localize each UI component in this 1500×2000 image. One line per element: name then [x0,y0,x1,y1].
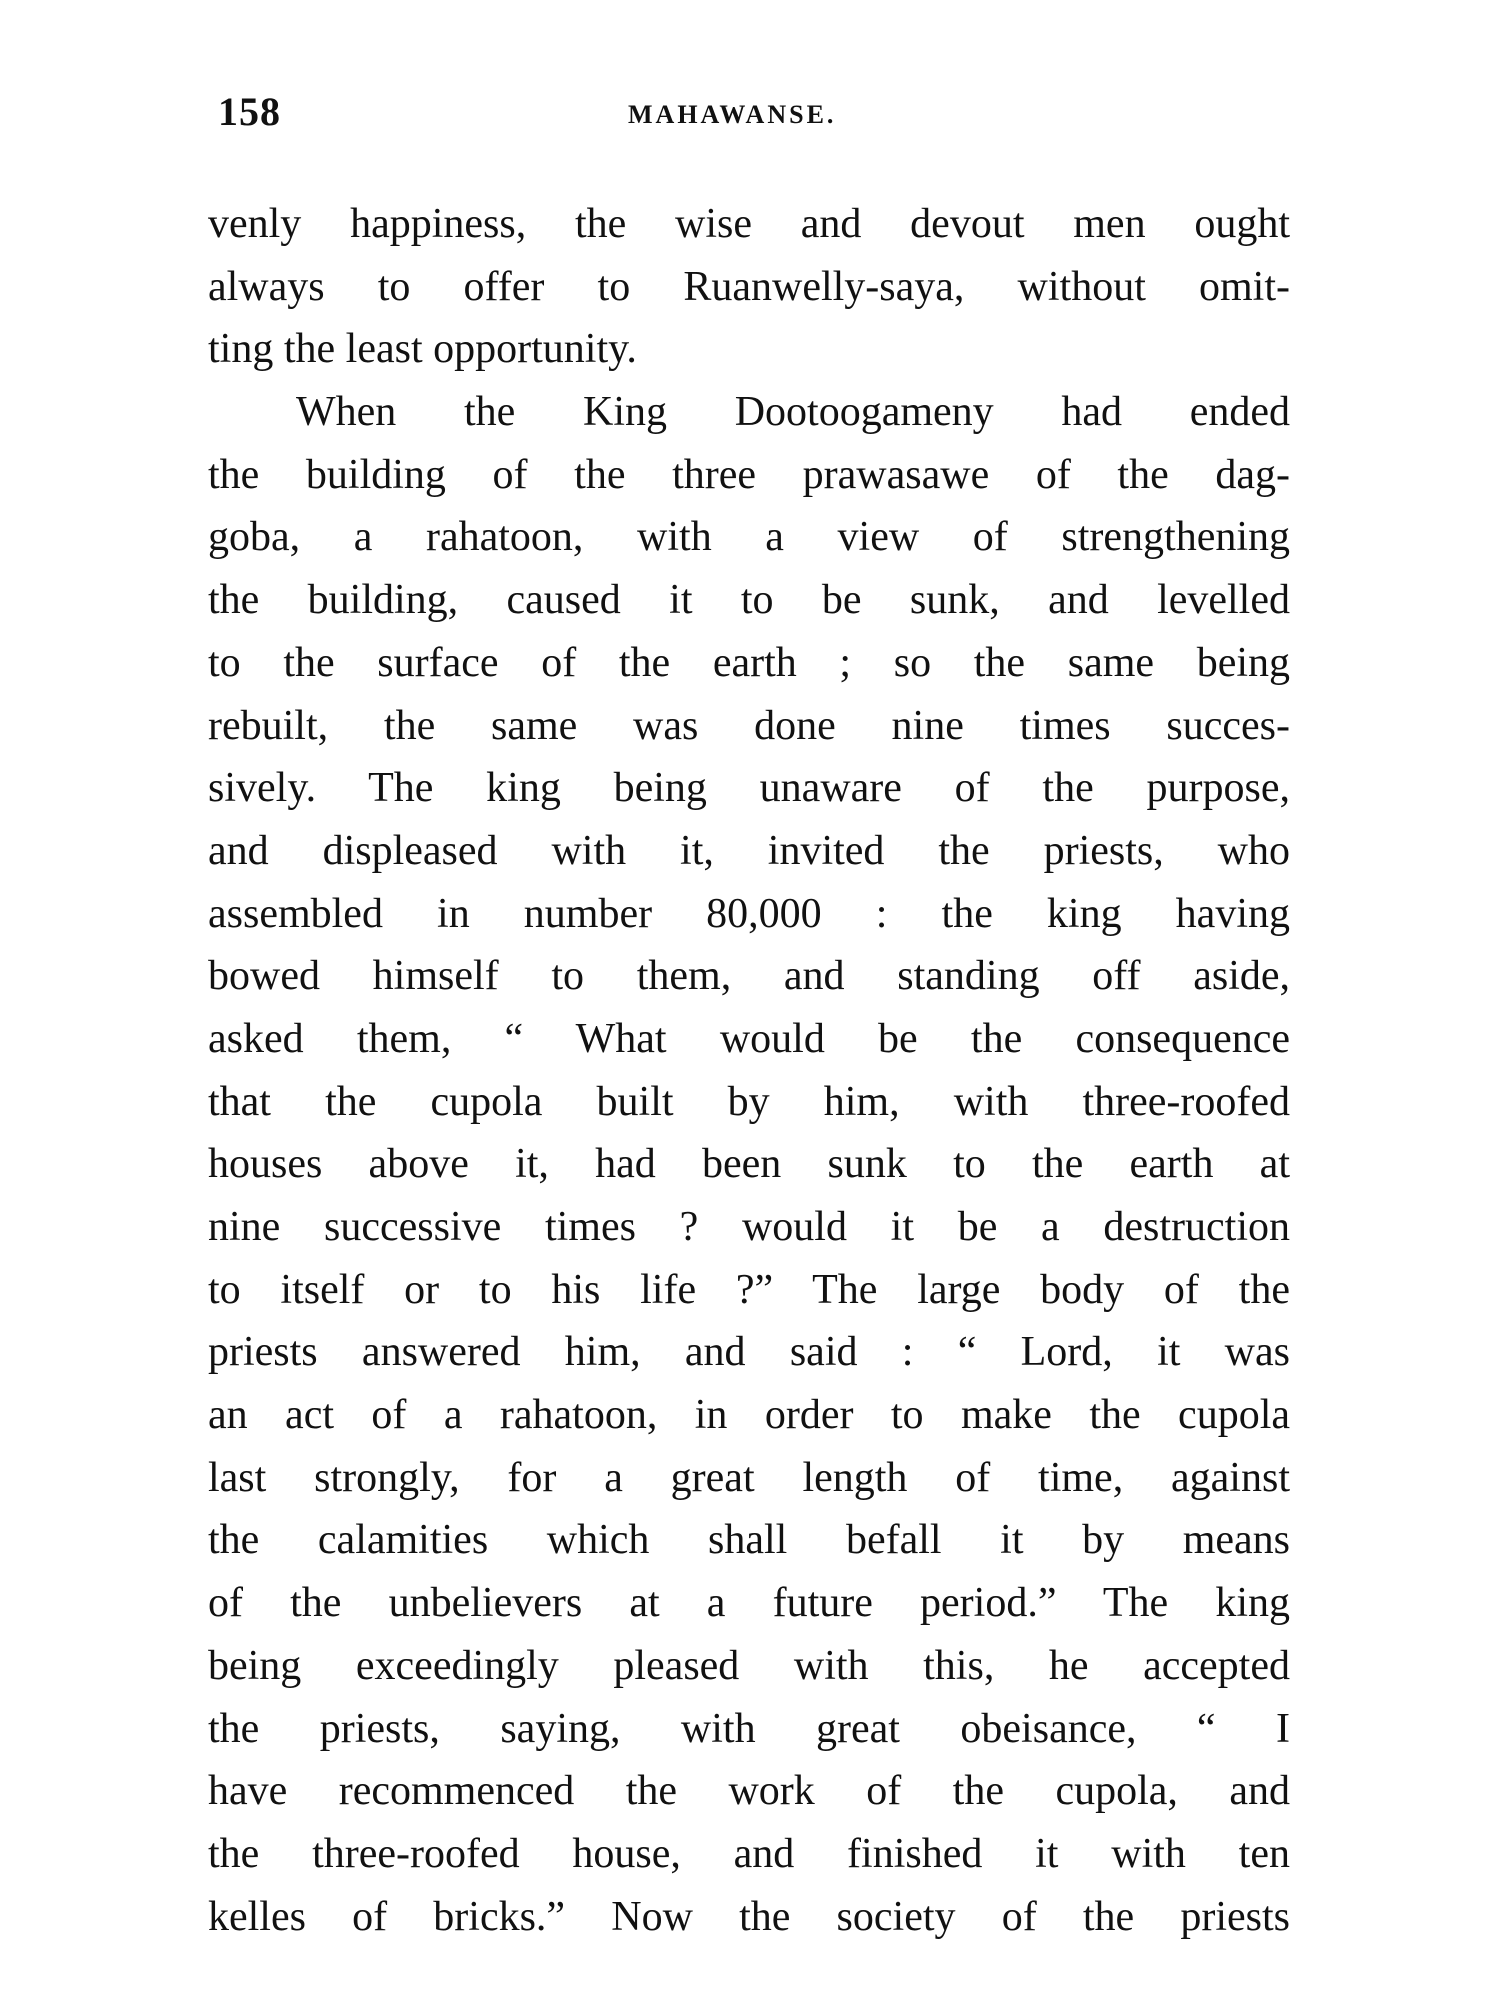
text-line: to itself or to his life ?” The large body of the [208,1266,1290,1313]
text-line: priests answered him, and said : “ Lord, it was [208,1329,1290,1376]
text-line: and displeased with it, invited the priests, who [208,827,1290,874]
text-line: being exceedingly pleased with this, he accepted [208,1642,1290,1689]
text-line: to the surface of the earth ; so the same being [208,639,1290,686]
running-title: MAHAWANSE. [628,100,837,129]
text-line: the building of the three prawasawe of the dag- [208,451,1290,498]
text-line: the priests, saying, with great obeisance, “ I [208,1705,1290,1752]
text-line: of the unbelievers at a future period.” The king [208,1580,1290,1627]
page-number: 158 [218,89,281,134]
text-line: an act of a rahatoon, in order to make the cupola [208,1392,1290,1439]
text-line: bowed himself to them, and standing off aside, [208,953,1290,1000]
text-line: ting the least opportunity. [208,326,637,373]
text-line: nine successive times ? would it be a destruction [208,1204,1290,1250]
text-line: the building, caused it to be sunk, and levelled [208,577,1290,624]
text-line: rebuilt, the same was done nine times succes- [208,702,1290,749]
page-header [218,88,1278,148]
text-line: that the cupola built by him, with three-roofed [208,1078,1290,1125]
text-line: kelles of bricks.” Now the society of the priests [208,1893,1290,1940]
text-line: last strongly, for a great length of time, against [208,1454,1290,1501]
text-line: the three-roofed house, and finished it with ten [208,1830,1290,1877]
body-text [208,193,1290,1948]
text-line: goba, a rahatoon, with a view of strengthening [208,514,1290,561]
text-line: When the King Dootoogameny had ended [296,389,1290,436]
text-line: always to offer to Ruanwelly-saya, without omit- [208,263,1290,310]
text-line: the calamities which shall befall it by means [208,1517,1290,1564]
text-line: assembled in number 80,000 : the king having [208,890,1290,937]
text-line: houses above it, had been sunk to the earth at [208,1141,1290,1188]
text-line: sively. The king being unaware of the purpose, [208,765,1290,812]
text-line: asked them, “ What would be the consequence [208,1015,1290,1062]
text-line: venly happiness, the wise and devout men ought [208,201,1290,247]
text-line: have recommenced the work of the cupola, and [208,1768,1290,1815]
